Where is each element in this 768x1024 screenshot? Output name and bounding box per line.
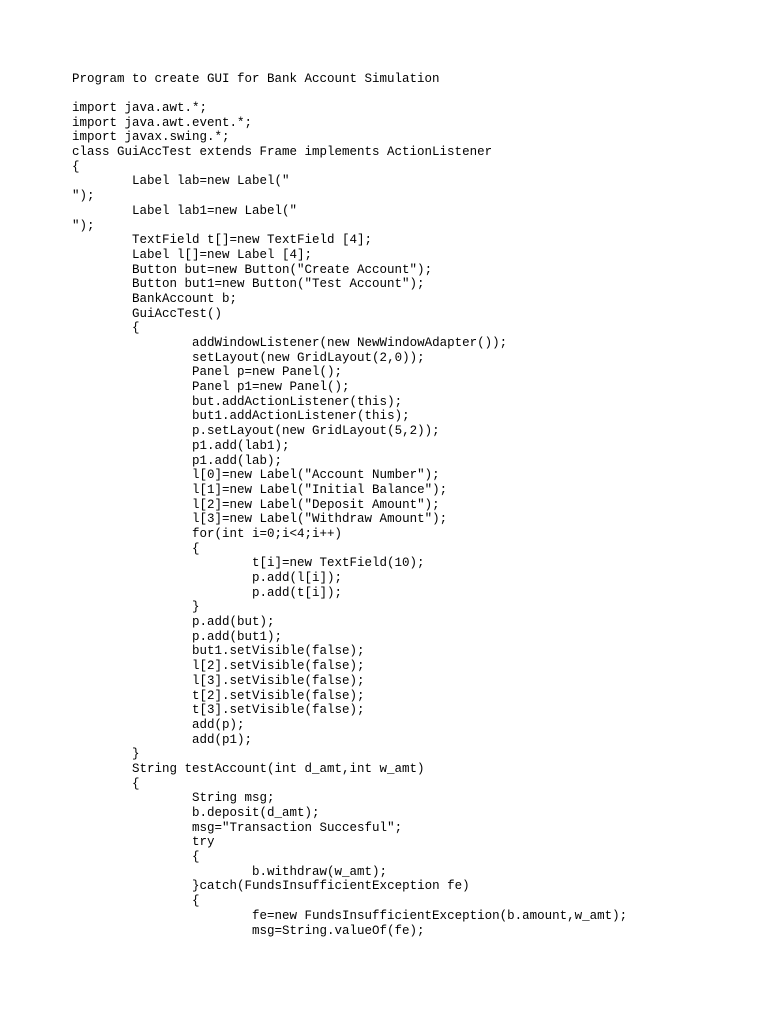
code-line: msg=String.valueOf(fe); [72, 923, 425, 938]
code-line: b.deposit(d_amt); [72, 806, 320, 820]
code-line: msg="Transaction Succesful"; [72, 820, 403, 835]
code-line: fe=new FundsInsufficientException(b.amount,w_amt); [72, 908, 628, 923]
code-line: t[i]=new TextField(10); [72, 556, 425, 571]
code-line: import java.awt.*; [72, 101, 208, 115]
code-line: for(int i=0;i<4;i++) [72, 526, 343, 541]
code-line: p.add(l[i]); [72, 571, 343, 585]
code-line: Button but=new Button("Create Account"); [72, 262, 433, 277]
code-line: { [72, 541, 200, 556]
code-line: p.add(but); [72, 615, 275, 630]
code-line: String testAccount(int d_amt,int w_amt) [72, 761, 425, 776]
code-line: { [72, 776, 140, 791]
code-line: BankAccount b; [72, 291, 238, 306]
code-line: class GuiAccTest extends Frame implements ActionListener [72, 145, 493, 160]
document-title: Program to create GUI for Bank Account Simulation [72, 72, 440, 86]
code-line: p1.add(lab); [72, 453, 283, 468]
code-line: "); [72, 218, 95, 233]
code-line: } [72, 747, 140, 762]
code-line: Label lab1=new Label(" [72, 203, 298, 218]
code-line: b.withdraw(w_amt); [72, 864, 388, 879]
code-line: GuiAccTest() [72, 306, 223, 321]
code-line: p.setLayout(new GridLayout(5,2)); [72, 424, 440, 439]
code-line: addWindowListener(new NewWindowAdapter()); [72, 336, 508, 350]
code-line: } [72, 600, 200, 615]
code-line: but1.addActionListener(this); [72, 409, 410, 424]
code-line: p.add(but1); [72, 629, 283, 644]
code-line: Button but1=new Button("Test Account"); [72, 277, 425, 292]
code-line: add(p1); [72, 732, 253, 747]
code-line: t[2].setVisible(false); [72, 688, 365, 703]
code-line: Panel p1=new Panel(); [72, 380, 350, 395]
code-line: p.add(t[i]); [72, 585, 343, 600]
code-line: but.addActionListener(this); [72, 394, 403, 409]
code-line: but1.setVisible(false); [72, 644, 365, 659]
code-line: "); [72, 189, 95, 204]
code-line: Label l[]=new Label [4]; [72, 247, 313, 262]
code-line: l[2].setVisible(false); [72, 659, 365, 674]
code-line: { [72, 321, 140, 336]
code-line: l[3]=new Label("Withdraw Amount"); [72, 512, 448, 527]
code-line: p1.add(lab1); [72, 438, 290, 453]
code-line: l[0]=new Label("Account Number"); [72, 468, 440, 483]
code-line: import javax.swing.*; [72, 130, 230, 145]
code-line: l[3].setVisible(false); [72, 673, 365, 688]
code-line: try [72, 835, 215, 850]
code-line: { [72, 850, 200, 865]
code-line: setLayout(new GridLayout(2,0)); [72, 350, 425, 365]
code-listing [72, 101, 627, 938]
code-line: { [72, 894, 200, 909]
code-line: TextField t[]=new TextField [4]; [72, 233, 373, 248]
code-line: String msg; [72, 791, 275, 806]
code-line: import java.awt.event.*; [72, 115, 253, 130]
code-line: l[1]=new Label("Initial Balance"); [72, 482, 448, 497]
code-line: }catch(FundsInsufficientException fe) [72, 879, 470, 894]
code-line: Panel p=new Panel(); [72, 365, 343, 380]
code-line: l[2]=new Label("Deposit Amount"); [72, 497, 440, 512]
code-line: add(p); [72, 717, 245, 732]
code-line: t[3].setVisible(false); [72, 703, 365, 718]
code-line: { [72, 159, 80, 174]
code-line: Label lab=new Label(" [72, 174, 290, 189]
